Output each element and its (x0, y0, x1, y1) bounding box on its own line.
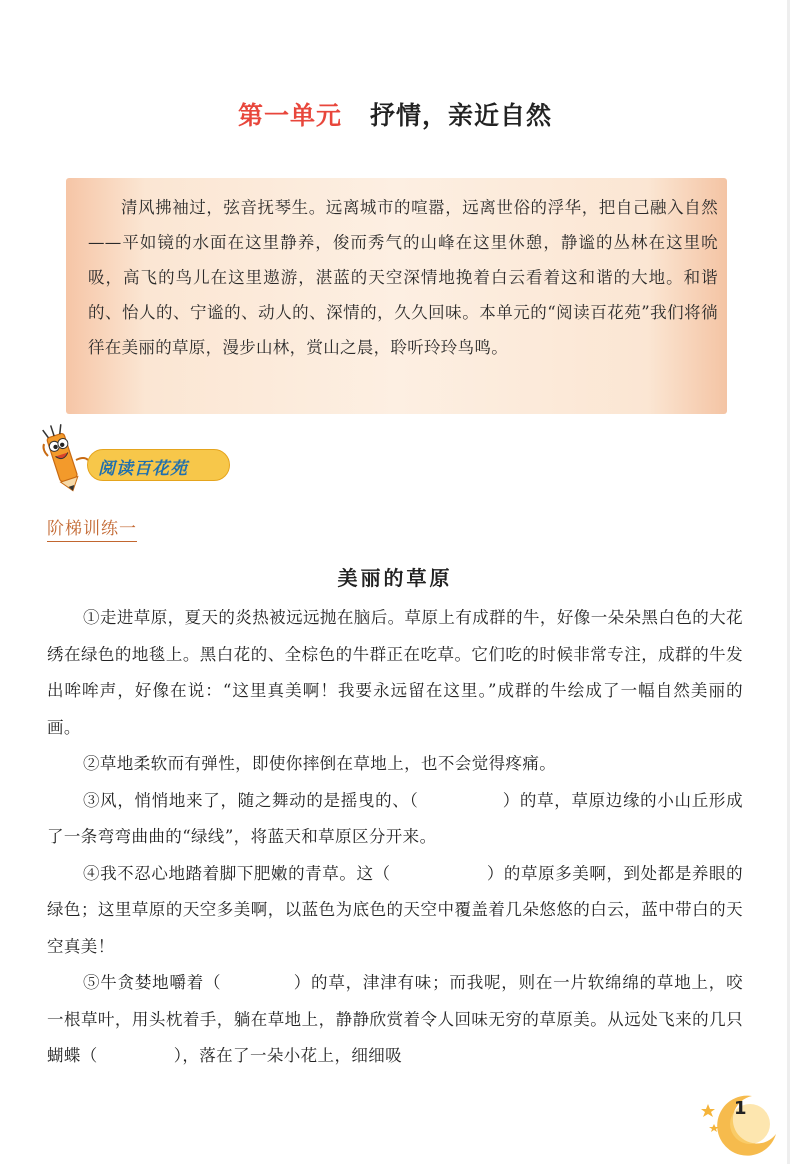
paragraph-4-part-b: ）的草原多美啊，到处都是养眼的绿色；这里草原的天空多美啊，以蓝色为底色的天空中覆盖着几朵悠悠的白云，蓝中带白的天空真美！ (47, 863, 744, 956)
reading-badge (40, 420, 200, 492)
paragraph-2: ②草地柔软而有弹性，即使你摔倒在草地上，也不会觉得疼痛。 (83, 754, 557, 773)
paragraph-1: ①走进草原，夏天的炎热被远远抛在脑后。草原上有成群的牛，好像一朵朵黑白色的大花绣在绿色的地毯上。黑白花的、全棕色的牛群正在吃草。它们吃的时候非常专注，成群的牛发出哞哞声，好像在说：“这里真美啊！我要永远留在这里。”成群的牛绘成了一幅自然美丽的画。 (47, 608, 743, 737)
paragraph-5 (47, 965, 743, 1075)
paragraph-5-part-a: ⑤牛贪婪地嚼着（ (83, 973, 222, 992)
paragraph-3-part-a: ③风，悄悄地来了，随之舞动的是摇曳的、（ (83, 790, 419, 810)
page-number: 1 (734, 1098, 747, 1119)
paragraph-5-part-b: ）的草，津津有味；而我呢，则在一片软绵绵的草地上，咬一根草叶，用头枕着手，躺在草地上，静静欣赏着令人回味无穷的草原美。从远处飞来的几只蝴蝶（ (47, 973, 743, 1065)
badge-label: 阅读百花苑 (98, 459, 188, 479)
section-label: 阶梯训练一 (47, 514, 137, 542)
paragraph-3-part-b: ）的草，草原边缘的小山丘形成了一条弯弯曲曲的“绿线”，将蓝天和草原区分开来。 (47, 790, 743, 846)
intro-paragraph: 清风拂袖过，弦音抚琴生。远离城市的喧嚣，远离世俗的浮华，把自己融入自然——平如镜的水面在这里静养，俊而秀气的山峰在这里休憩，静谧的丛林在这里吮吸，高飞的鸟儿在这里遨游，湛蓝的天空深情地挽着白云看着这和谐的大地。和谐的、怡人的、宁谧的、动人的、深情的，久久回味。本单元的“阅读百花苑”我们将徜徉在美丽的草原，漫步山林，赏山之晨，聆听玲玲鸟鸣。 (88, 198, 718, 357)
paragraph-3 (47, 783, 743, 856)
paragraph-5-part-c: ），落在了一朵小花上，细细吸 (173, 1046, 403, 1065)
paragraph-4-part-a: ④我不忍心地踏着脚下肥嫩的青草。这（ (83, 863, 391, 883)
paragraph-4 (47, 856, 743, 966)
article-title: 美丽的草原 (337, 566, 453, 590)
article-body (47, 600, 743, 1075)
unit-number: 第一单元 (237, 101, 342, 130)
unit-name: 抒情，亲近自然 (370, 101, 553, 130)
unit-heading (0, 96, 790, 132)
